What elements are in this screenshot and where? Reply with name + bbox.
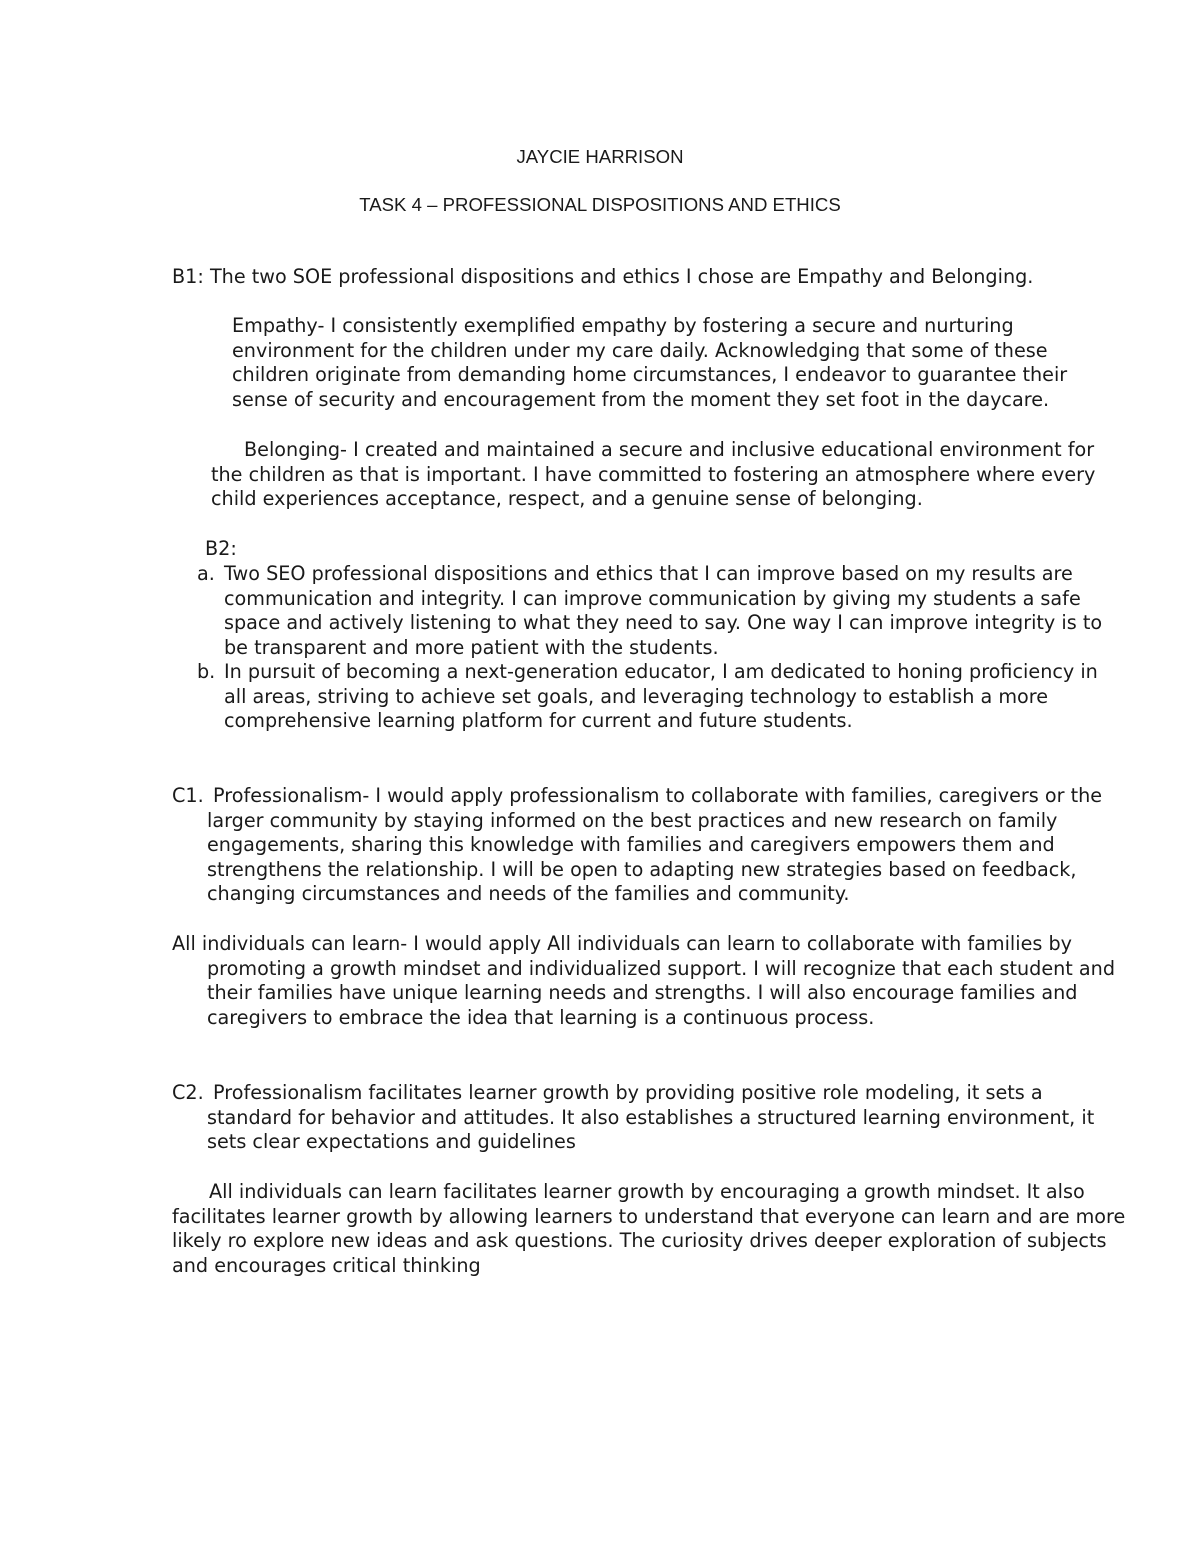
b2-label: B2: <box>205 537 237 560</box>
paragraph-line: likely ro explore new ideas and ask questions. The curiosity drives deeper exploration of subjects <box>172 1229 1107 1252</box>
paragraph-line: their families have unique learning needs and strengths. I will also encourage families and <box>207 981 1078 1004</box>
paragraph-line: promoting a growth mindset and individualized support. I will recognize that each student and <box>207 956 1116 980</box>
paragraph-line: strengthens the relationship. I will be open to adapting new strategies based on feedback, <box>207 857 1077 881</box>
paragraph-line: sets clear expectations and guidelines <box>207 1130 576 1153</box>
paragraph-line: sense of security and encouragement from the moment they set foot in the daycare. <box>232 387 1050 411</box>
b2-item-b <box>224 660 1098 734</box>
task-title: TASK 4 – PROFESSIONAL DISPOSITIONS AND ETHICS <box>359 194 841 215</box>
paragraph-line: space and actively listening to what they need to say. One way I can improve integrity is to <box>224 611 1103 634</box>
paragraph-line: standard for behavior and attitudes. It also establishes a structured learning environment, it <box>207 1105 1095 1129</box>
paragraph-line: and encourages critical thinking <box>172 1253 481 1277</box>
empathy-paragraph <box>232 314 1067 412</box>
paragraph-line: child experiences acceptance, respect, and a genuine sense of belonging. <box>211 487 923 510</box>
paragraph-line: comprehensive learning platform for current and future students. <box>224 709 853 732</box>
paragraph-line: In pursuit of becoming a next-generation educator, I am dedicated to honing proficiency in <box>224 660 1098 683</box>
paragraph-line: Belonging- I created and maintained a secure and inclusive educational environment for <box>244 438 1095 461</box>
b2-item-a <box>224 562 1102 660</box>
b1-intro-line <box>172 265 1033 290</box>
paragraph-line: larger community by staying informed on the best practices and new research on family <box>207 808 1058 832</box>
c2-professionalism-first-line <box>213 1081 1043 1106</box>
paragraph-line: all areas, striving to achieve set goals, and leveraging technology to establish a more <box>224 684 1049 708</box>
belonging-paragraph <box>211 438 1095 512</box>
list-marker-b: b. <box>197 660 216 683</box>
paragraph-line: All individuals can learn facilitates learner growth by encouraging a growth mindset. It also <box>209 1180 1085 1203</box>
c1-label: C1. <box>172 784 204 807</box>
paragraph-line: children originate from demanding home circumstances, I endeavor to guarantee their <box>232 363 1068 386</box>
paragraph-line: Professionalism facilitates learner growth by providing positive role modeling, it sets a <box>213 1081 1043 1104</box>
author-name: JAYCIE HARRISON <box>516 146 684 167</box>
paragraph-line: Empathy- I consistently exemplified empathy by fostering a secure and nurturing <box>232 314 1014 337</box>
c2-professionalism-paragraph <box>207 1106 1094 1155</box>
paragraph-line: Two SEO professional dispositions and ethics that I can improve based on my results are <box>224 562 1073 585</box>
c1-professionalism-paragraph <box>207 809 1077 907</box>
paragraph-line: communication and integrity. I can improve communication by giving my students a safe <box>224 586 1081 610</box>
c2-label: C2. <box>172 1081 204 1104</box>
paragraph-line: facilitates learner growth by allowing learners to understand that everyone can learn and are more <box>172 1204 1126 1228</box>
list-marker-a: a. <box>197 562 215 585</box>
b1-label: B1: <box>172 265 204 288</box>
paragraph-line: caregivers to embrace the idea that learning is a continuous process. <box>207 1005 875 1029</box>
paragraph-line: environment for the children under my care daily. Acknowledging that some of these <box>232 338 1048 362</box>
paragraph-line: the children as that is important. I have committed to fostering an atmosphere where every <box>211 462 1096 486</box>
b1-intro-text: The two SOE professional dispositions and ethics I chose are Empathy and Belonging. <box>203 265 1034 288</box>
c1-all-learn-paragraph <box>207 957 1115 1031</box>
c2-all-learn-paragraph <box>172 1180 1125 1278</box>
c1-professionalism-first-line <box>213 784 1102 809</box>
paragraph-line: Professionalism- I would apply professionalism to collaborate with families, caregivers or the <box>213 784 1103 807</box>
paragraph-line: changing circumstances and needs of the families and community. <box>207 882 850 905</box>
paragraph-line: engagements, sharing this knowledge with families and caregivers empowers them and <box>207 833 1055 856</box>
paragraph-line: be transparent and more patient with the students. <box>224 635 719 659</box>
c1-all-learn-first-line: All individuals can learn- I would apply All individuals can learn to collaborate with families by <box>172 932 1073 955</box>
